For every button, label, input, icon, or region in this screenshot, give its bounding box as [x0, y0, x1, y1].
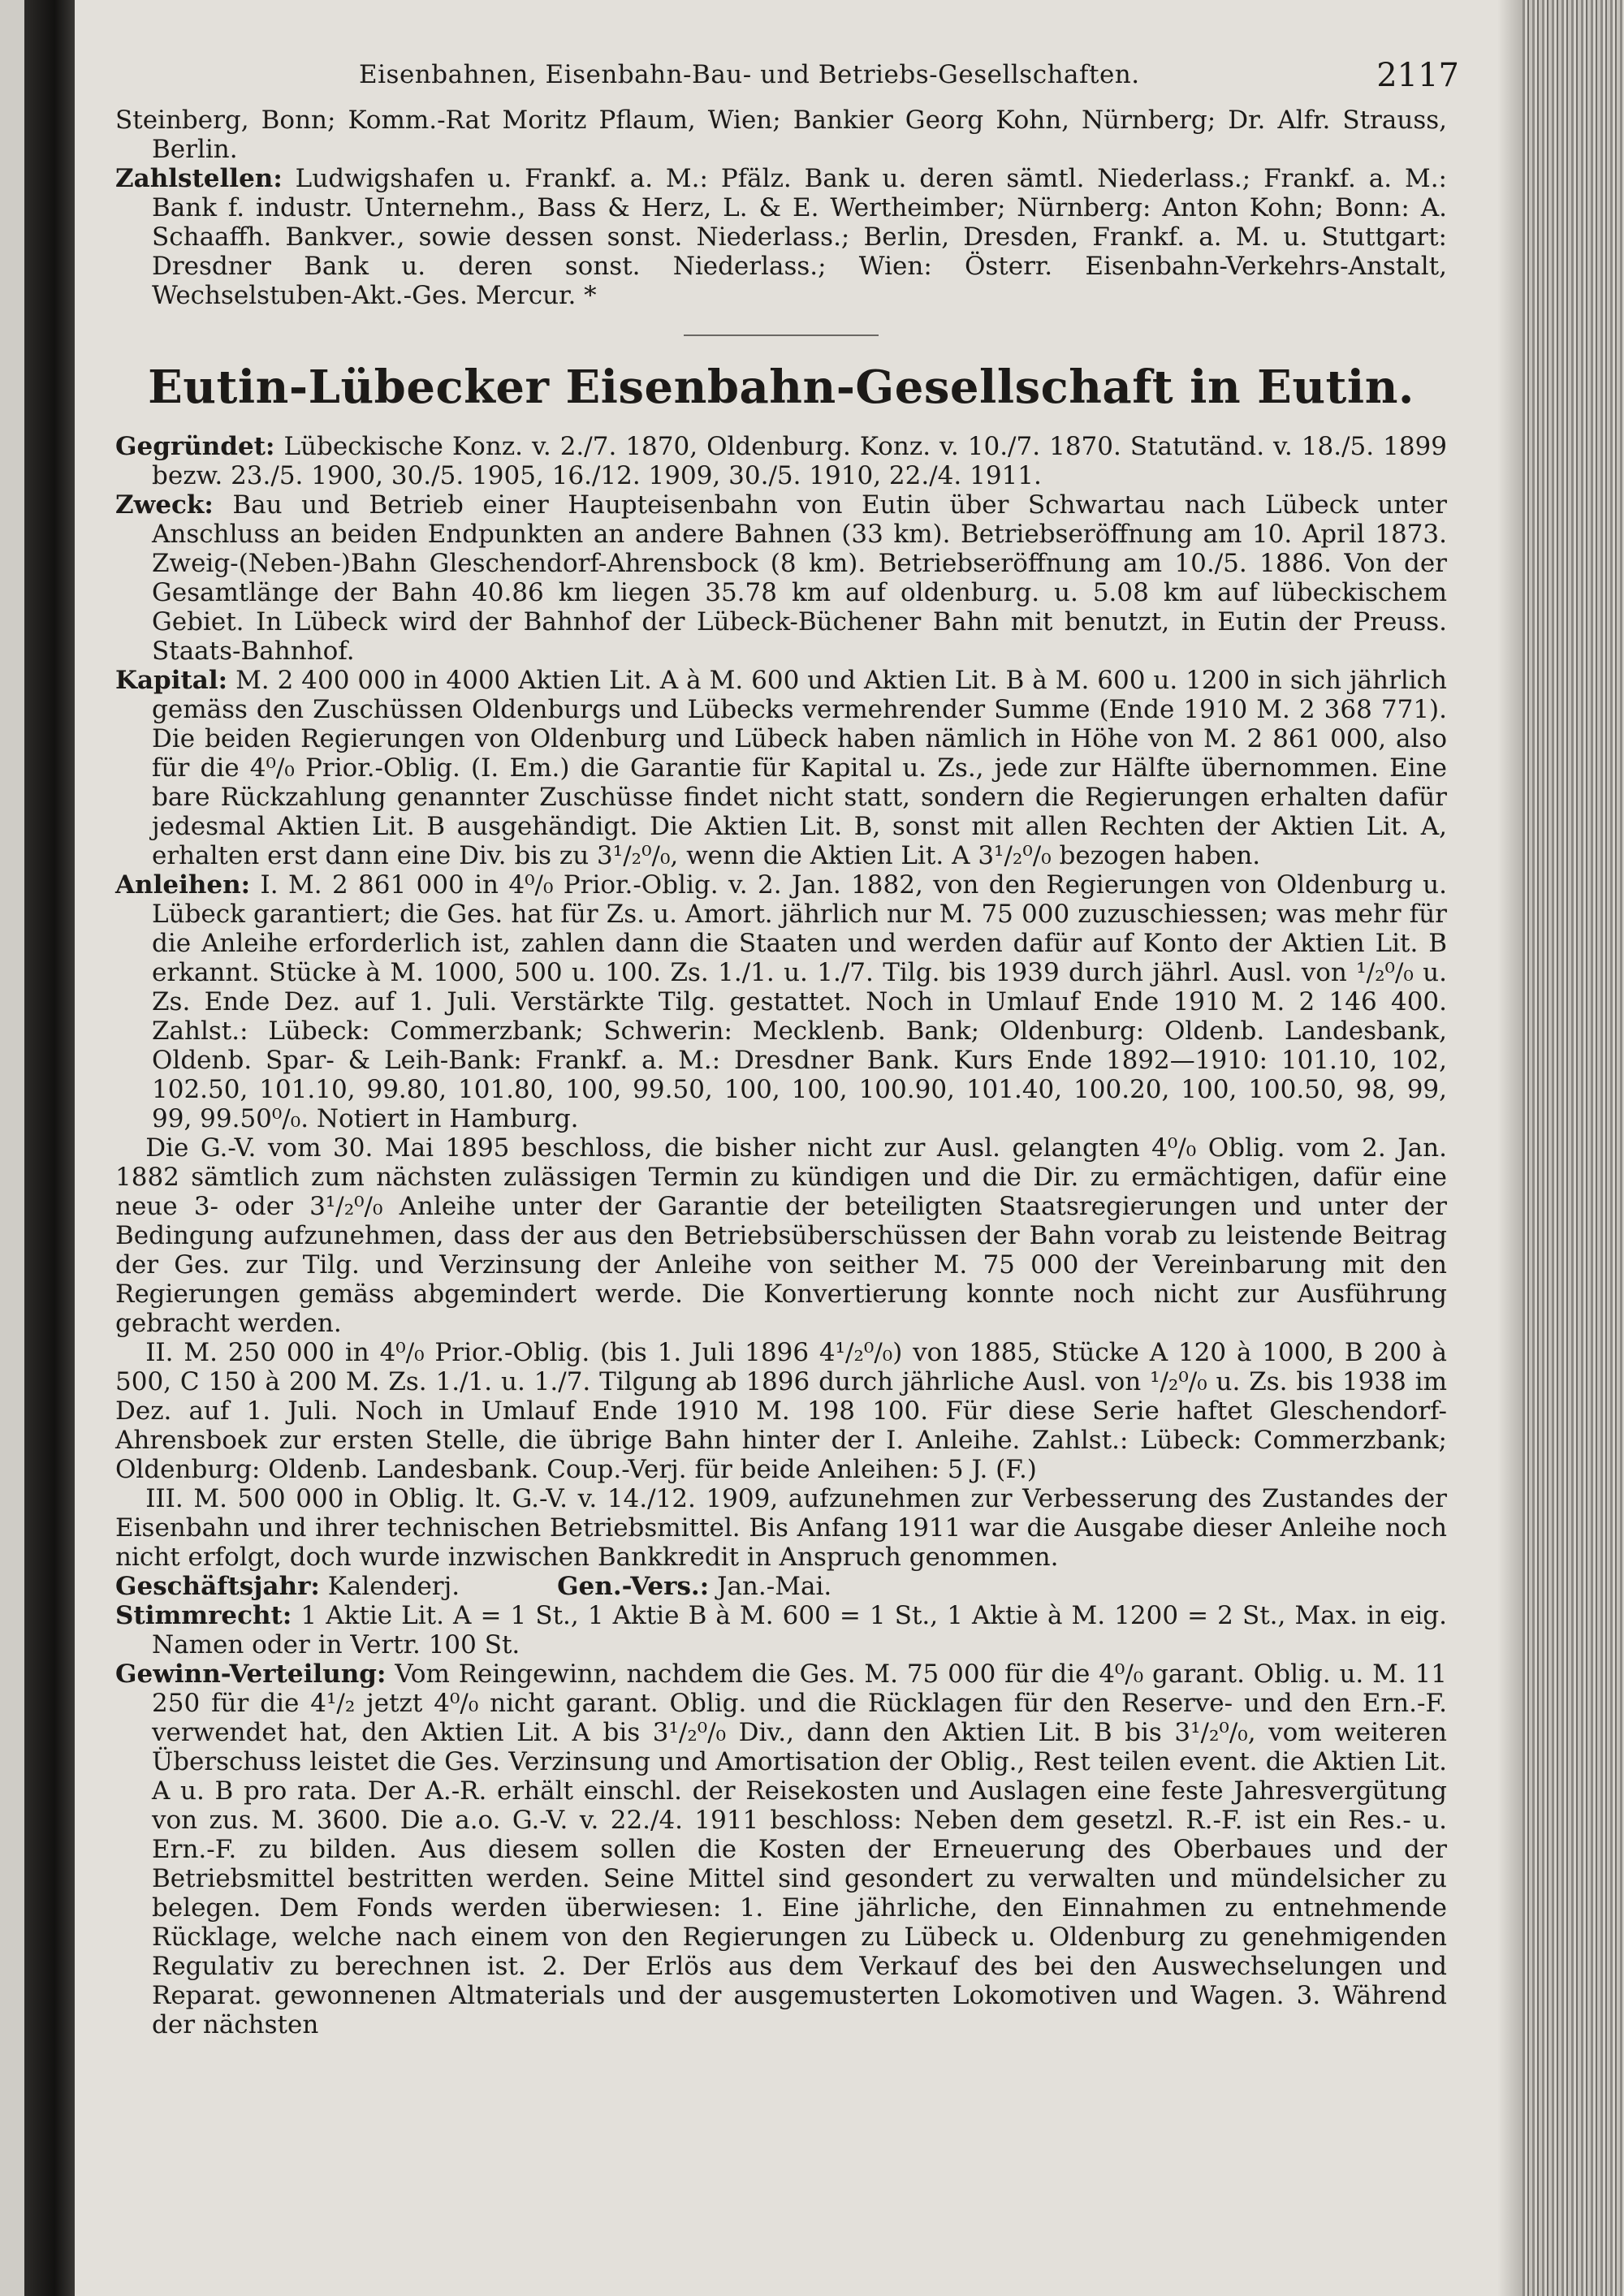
zahlstellen-text: Ludwigshafen u. Frankf. a. M.: Pfälz. Bank u. deren sämtl. Niederlass.; Frankf. a. M.: Bank f. industr. Unternehm., Bass & Herz, L. & E. Wertheimber; Nürnberg: Anton Kohn; Bonn: A. Schaaffh. Bankver., sowie dessen sonst. Niederlass.; Berlin, Dresden, Frankf. a. M. u. Stuttgart: Dresdner Bank u. deren sonst. Niederlass.; Wien: Österr. Eisenbahn-Verkehrs-Anstalt, Wechselstuben-Akt.-Ges. Mercur. * — [152, 164, 1447, 310]
stimmrecht-text: 1 Aktie Lit. A = 1 St., 1 Aktie B à M. 600 = 1 St., 1 Aktie à M. 1200 = 2 St., Max. in eig. Namen oder in Vertr. 100 St. — [152, 1601, 1447, 1659]
company-title: Eutin-Lübecker Eisenbahn-Gesellschaft in Eutin. — [148, 360, 1415, 414]
geschaeftsjahr-label: Geschäftsjahr: — [115, 1572, 320, 1601]
gewinn-label: Gewinn-Verteilung: — [115, 1659, 387, 1689]
gv-1895-paragraph: Die G.-V. vom 30. Mai 1895 beschloss, die bisher nicht zur Ausl. gelangten 4⁰/₀ Oblig. vom 2. Jan. 1882 sämtlich zum nächsten zulässigen Termin zu kündigen und die Dir. zu ermächtigen, dafür eine neue 3- oder 3¹/₂⁰/₀ Anleihe unter der Garantie der beteiligten Staatsregierungen und unter der Bedingung aufzunehmen, dass der aus den Betriebsüberschüssen der Bahn vorab zu leistende Beitrag der Ges. zur Tilg. und Verzinsung der Anleihe von seither M. 75 000 der Vereinbarung mit den Regierungen gemäss abgemindert werde. Die Konvertierung konnte noch nicht zur Ausführung gebracht werden. — [115, 1133, 1447, 1338]
anleihe-iii-paragraph: III. M. 500 000 in Oblig. lt. G.-V. v. 14./12. 1909, aufzunehmen zur Verbesserung des Zustandes der Eisenbahn und ihrer technischen Betriebsmittel. Bis Anfang 1911 war die Ausgabe dieser Anleihe noch nicht erfolgt, doch wurde inzwischen Bankkredit in Anspruch genommen. — [115, 1484, 1447, 1572]
scan-page-edges — [1522, 0, 1624, 2296]
scan-binding-shadow — [24, 0, 75, 2296]
page-number: 2117 — [1376, 57, 1459, 94]
gegruendet-label: Gegründet: — [115, 432, 275, 461]
anleihe-ii-paragraph: II. M. 250 000 in 4⁰/₀ Prior.-Oblig. (bis 1. Juli 1896 4¹/₂⁰/₀) von 1885, Stücke A 120 à 1000, B 200 à 500, C 150 à 200 M. Zs. 1./1. u. 1./7. Tilgung ab 1896 durch jährliche Ausl. von ¹/₂⁰/₀ u. Zs. bis 1938 im Dez. auf 1. Juli. Noch in Umlauf Ende 1910 M. 198 100. Für diese Serie haftet Gleschendorf-Ahrensboek zur ersten Stelle, die übrige Bahn hinter der I. Anleihe. Zahlst.: Lübeck: Commerzbank; Oldenburg: Oldenb. Landesbank. Coup.-Verj. für beide Anleihen: 5 J. (F.) — [115, 1338, 1447, 1484]
anleihen-text: I. M. 2 861 000 in 4⁰/₀ Prior.-Oblig. v. 2. Jan. 1882, von den Regierungen von Oldenburg u. Lübeck garantiert; die Ges. hat für Zs. u. Amort. jährlich nur M. 75 000 zuzuschiessen; was mehr für die Anleihe erforderlich ist, zahlen dann die Staaten und werden dafür auf Konto der Aktien Lit. B erkannt. Stücke à M. 1000, 500 u. 100. Zs. 1./1. u. 1./7. Tilg. bis 1939 durch jährl. Ausl. von ¹/₂⁰/₀ u. Zs. Ende Dez. auf 1. Juli. Verstärkte Tilg. gestattet. Noch in Umlauf Ende 1910 M. 2 146 400. Zahlst.: Lübeck: Commerzbank; Schwerin: Mecklenb. Bank; Oldenburg: Oldenb. Landesbank, Oldenb. Spar- & Leih-Bank: Frankf. a. M.: Dresdner Bank. Kurs Ende 1892—1910: 101.10, 102, 102.50, 101.10, 99.80, 101.80, 100, 99.50, 100, 100, 100.90, 101.40, 100.20, 100, 100.50, 98, 99, 99, 99.50⁰/₀. Notiert in Hamburg. — [152, 870, 1447, 1133]
gewinn-text: Vom Reingewinn, nachdem die Ges. M. 75 000 für die 4⁰/₀ garant. Oblig. u. M. 11 250 für die 4¹/₂ jetzt 4⁰/₀ nicht garant. Oblig. und die Rücklagen für den Reserve- und den Ern.-F. verwendet hat, den Aktien Lit. A bis 3¹/₂⁰/₀ Div., dann den Aktien Lit. B bis 3¹/₂⁰/₀, vom weiteren Überschuss leistet die Ges. Verzinsung und Amortisation der Oblig., Rest teilen event. die Aktien Lit. A u. B pro rata. Der A.-R. erhält einschl. der Reisekosten und Auslagen eine feste Jahresvergütung von zus. M. 3600. Die a.o. G.-V. v. 22./4. 1911 beschloss: Neben dem gesetzl. R.-F. ist ein Res.- u. Ern.-F. zu bilden. Aus diesem sollen die Kosten der Erneuerung des Oberbaues und der Betriebsmittel bestritten werden. Seine Mittel sind gesondert zu verwalten und mündelsicher zu belegen. Dem Fonds werden überwiesen: 1. Eine jährliche, den Einnahmen zu entnehmende Rücklage, welche nach einem von den Regierungen zu Lübeck u. Oldenburg zu genehmigenden Regulativ zu berechnen ist. 2. Der Erlös aus dem Verkauf des bei den Auswechselungen und Reparat. gewonnenen Altmaterials und der ausgemusterten Lokomotiven und Wagen. 3. Während der nächsten — [152, 1659, 1447, 2039]
zweck-label: Zweck: — [115, 490, 214, 520]
gegruendet-paragraph — [115, 432, 1447, 490]
scan-left-margin — [0, 0, 24, 2296]
gegruendet-text: Lübeckische Konz. v. 2./7. 1870, Oldenburg. Konz. v. 10./7. 1870. Statutänd. v. 18./5. 1899 bezw. 23./5. 1900, 30./5. 1905, 16./12. 1909, 30./5. 1910, 22./4. 1911. — [152, 432, 1447, 490]
genvers-text: Jan.-Mai. — [709, 1572, 832, 1601]
anleihen-label: Anleihen: — [115, 870, 251, 900]
gewinn-verteilung-paragraph — [115, 1659, 1447, 2039]
zweck-text: Bau und Betrieb einer Haupteisenbahn von Eutin über Schwartau nach Lübeck unter Anschluss an beiden Endpunkten an andere Bahnen (33 km). Betriebseröffnung am 10. April 1873. Zweig-(Neben-)Bahn Gleschendorf-Ahrensbock (8 km). Betriebseröffnung am 10./5. 1886. Von der Gesamtlänge der Bahn 40.86 km liegen 35.78 km auf oldenburg. u. 5.08 km auf lübeckischem Gebiet. In Lübeck wird der Bahnhof der Lübeck-Büchener Bahn mit benutzt, in Eutin der Preuss. Staats-Bahnhof. — [152, 490, 1447, 666]
stimmrecht-paragraph — [115, 1601, 1447, 1659]
page-content — [115, 49, 1459, 2039]
zahlstellen-label: Zahlstellen: — [115, 164, 283, 193]
zweck-paragraph — [115, 490, 1447, 666]
kapital-label: Kapital: — [115, 666, 228, 695]
prev-entry-zahlstellen — [115, 164, 1447, 310]
genvers-label: Gen.-Vers.: — [557, 1572, 710, 1601]
running-title: Eisenbahnen, Eisenbahn-Bau- und Betriebs-Gesellschaften. — [359, 60, 1140, 89]
kapital-text: M. 2 400 000 in 4000 Aktien Lit. A à M. 600 und Aktien Lit. B à M. 600 u. 1200 in sich jährlich gemäss den Zuschüssen Oldenburgs und Lübecks vermehrender Summe (Ende 1910 M. 2 368 771). Die beiden Regierungen von Oldenburg und Lübeck haben nämlich in Höhe von M. 2 861 000, also für die 4⁰/₀ Prior.-Oblig. (I. Em.) die Garantie für Kapital u. Zs., jede zur Hälfte übernommen. Eine bare Rückzahlung genannter Zuschüsse findet nicht statt, sondern die Regierungen erhalten dafür jedesmal Aktien Lit. B ausgehändigt. Die Aktien Lit. B, sonst mit allen Rechten der Aktien Lit. A, erhalten erst dann eine Div. bis zu 3¹/₂⁰/₀, wenn die Aktien Lit. A 3¹/₂⁰/₀ bezogen haben. — [152, 666, 1447, 870]
geschaeftsjahr-genvers-row — [115, 1572, 1447, 1601]
section-divider — [684, 334, 879, 336]
genvers — [557, 1572, 831, 1601]
page-header — [115, 49, 1459, 106]
kapital-paragraph — [115, 666, 1447, 870]
geschaeftsjahr — [115, 1572, 460, 1601]
stimmrecht-label: Stimmrecht: — [115, 1601, 292, 1630]
anleihen-paragraph — [115, 870, 1447, 1133]
prev-entry-text: Steinberg, Bonn; Komm.-Rat Moritz Pflaum, Wien; Bankier Georg Kohn, Nürnberg; Dr. Alfr. Strauss, Berlin. — [115, 106, 1447, 164]
geschaeftsjahr-text: Kalenderj. — [319, 1572, 460, 1601]
scan-page-curl — [1498, 0, 1522, 2296]
book-page — [75, 0, 1498, 2296]
